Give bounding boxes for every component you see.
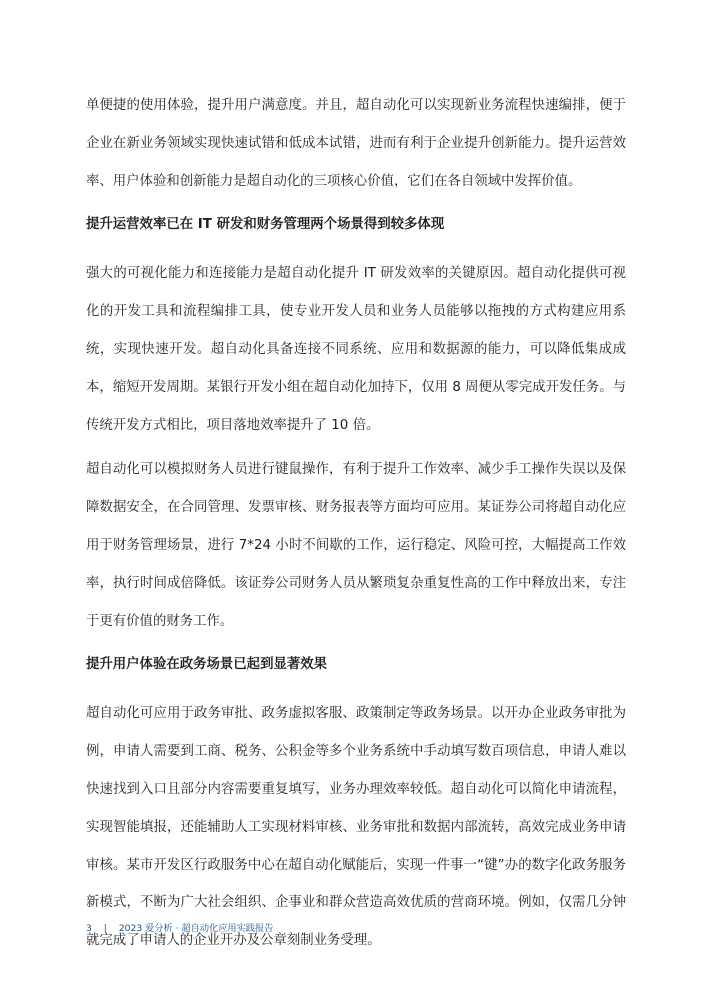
paragraph-financial-management: 超自动化可以模拟财务人员进行键鼠操作，有利于提升工作效率、减少手工操作失误以及保障数据安全，在合同管理、发票审核、财务报表等方面均可应用。某证券公司将超自动化应用于财务管理场景，进行 7*24 小时不间歇的工作，运行稳定、风险可控，大幅提高工作效率，执行时间成倍降低。该证券公司财务人员从繁琐复杂重复性高的工作中释放出来，专注于更有价值的财务工作。 [86,462,626,629]
section-heading-user-experience: 提升用户体验在政务场景已起到显著效果 [86,657,328,673]
footer-separator: | [103,923,107,934]
paragraph-government-affairs: 超自动化可应用于政务审批、政务虚拟客服、政策制定等政务场景。以开办企业政务审批为例，申请人需要到工商、税务、公积金等多个业务系统中手动填写数百项信息，申请人难以快速找到入口且部分内容需要重复填写，业务办理效率较低。超自动化可以简化申请流程，实现智能填报，还能辅助人工实现材料审核、业务审批和数据内部流转，高效完成业务申请审核。某市开发区行政服务中心在超自动化赋能后，实现一件事一“键”办的数字化政务服务新模式，不断为广大社会组织、企事业和群众营造高效优质的营商环境。例如，仅需几分钟就完成了申请人的企业开办及公章刻制业务受理。 [86,706,626,949]
page-footer [86,922,273,936]
paragraph-core-value: 单便捷的使用体验，提升用户满意度。并且，超自动化可以实现新业务流程快速编排，便于企业在新业务领域实现快速试错和低成本试错，进而有利于企业提升创新能力。提升运营效率、用户体验和创新能力是超自动化的三项核心价值，它们在各自领域中发挥价值。 [86,98,626,189]
page-number: 3 [86,923,92,934]
paragraph-it-development: 强大的可视化能力和连接能力是超自动化提升 IT 研发效率的关键原因。超自动化提供可视化的开发工具和流程编排工具，使专业开发人员和业务人员能够以拖拽的方式构建应用系统，实现快速开发。超自动化具备连接不同系统、应用和数据源的能力，可以降低集成成本，缩短开发周期。某银行开发小组在超自动化加持下，仅用 8 周便从零完成开发任务。与传统开发方式相比，项目落地效率提升了 10 倍。 [86,266,626,433]
report-body [86,87,626,960]
section-heading-operational-efficiency: 提升运营效率已在 IT 研发和财务管理两个场景得到较多体现 [86,217,445,233]
report-title: 2023 爱分析 · 超自动化应用实践报告 [118,923,274,934]
